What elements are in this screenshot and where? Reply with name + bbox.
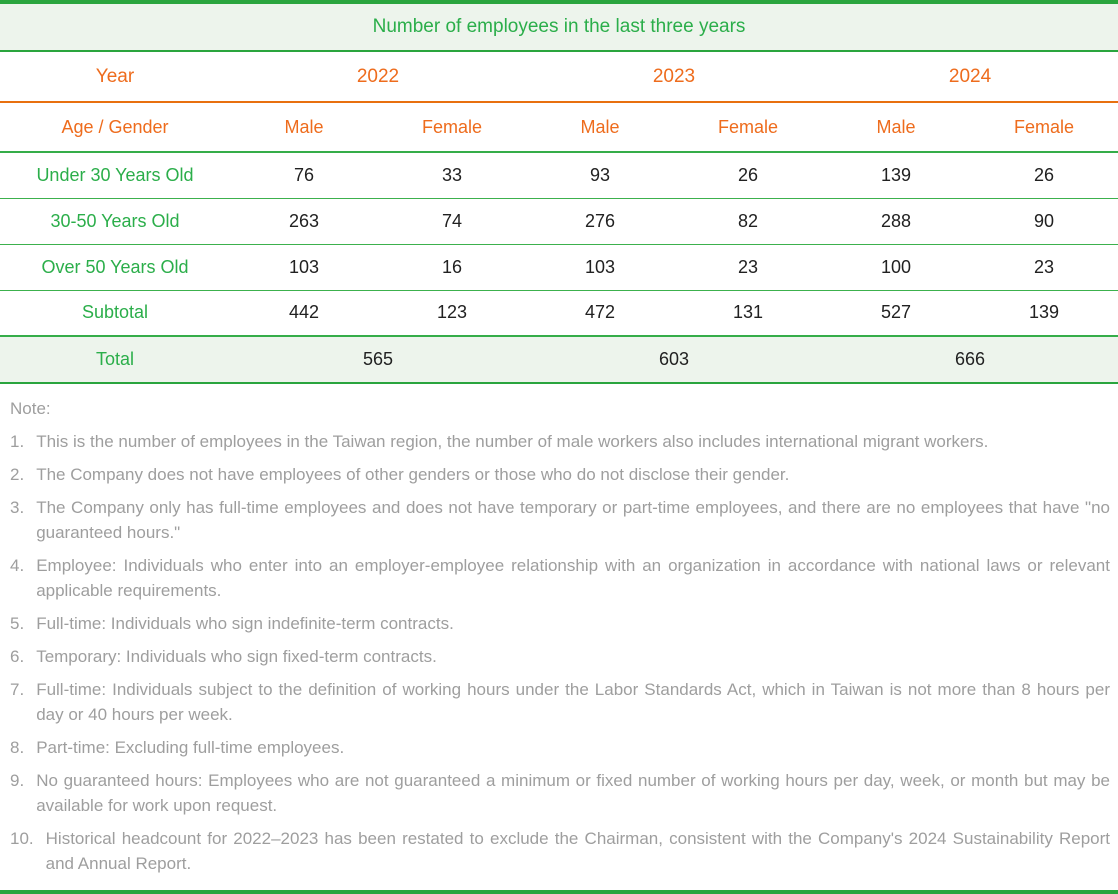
note-item bbox=[10, 644, 1110, 669]
cell-value: 23 bbox=[674, 244, 822, 290]
total-2023: 603 bbox=[526, 336, 822, 383]
table-row-30-50 bbox=[0, 198, 1118, 244]
note-number: 5. bbox=[10, 614, 25, 633]
cell-value: 26 bbox=[970, 152, 1118, 198]
note-item bbox=[10, 553, 1110, 603]
cell-value: 139 bbox=[822, 152, 970, 198]
gender-header: Female bbox=[970, 102, 1118, 152]
cell-value: 90 bbox=[970, 198, 1118, 244]
row-label: 30-50 Years Old bbox=[0, 198, 230, 244]
gender-header: Female bbox=[378, 102, 526, 152]
note-item bbox=[10, 677, 1110, 727]
bottom-divider bbox=[0, 890, 1118, 894]
cell-value: 263 bbox=[230, 198, 378, 244]
notes-list bbox=[10, 429, 1110, 876]
cell-value: 33 bbox=[378, 152, 526, 198]
note-item bbox=[10, 735, 1110, 760]
cell-value: 131 bbox=[674, 290, 822, 336]
note-number: 6. bbox=[10, 647, 25, 666]
cell-value: 74 bbox=[378, 198, 526, 244]
gender-header: Female bbox=[674, 102, 822, 152]
year-2024-header: 2024 bbox=[822, 51, 1118, 102]
notes-heading: Note: bbox=[10, 399, 51, 418]
note-number: 1. bbox=[10, 432, 25, 451]
cell-value: 288 bbox=[822, 198, 970, 244]
cell-value: 93 bbox=[526, 152, 674, 198]
table-row-under-30 bbox=[0, 152, 1118, 198]
note-number: 10. bbox=[10, 829, 34, 848]
cell-value: 442 bbox=[230, 290, 378, 336]
table-row-total bbox=[0, 336, 1118, 383]
row-label: Subtotal bbox=[0, 290, 230, 336]
table-title-row bbox=[0, 2, 1118, 51]
cell-value: 26 bbox=[674, 152, 822, 198]
cell-value: 103 bbox=[230, 244, 378, 290]
note-text: No guaranteed hours: Employees who are not guaranteed a minimum or fixed number of working hours per day, week, or month but may be available for work upon request. bbox=[36, 771, 1110, 815]
cell-value: 103 bbox=[526, 244, 674, 290]
note-text: Temporary: Individuals who sign fixed-term contracts. bbox=[36, 647, 437, 666]
cell-value: 472 bbox=[526, 290, 674, 336]
cell-value: 82 bbox=[674, 198, 822, 244]
row-label: Total bbox=[0, 336, 230, 383]
note-item bbox=[10, 495, 1110, 545]
note-text: This is the number of employees in the Taiwan region, the number of male workers also includes international migrant workers. bbox=[36, 432, 989, 451]
note-text: Historical headcount for 2022–2023 has been restated to exclude the Chairman, consistent with the Company's 2024 Sustainability Report and Annual Report. bbox=[45, 829, 1110, 873]
table-row-over-50 bbox=[0, 244, 1118, 290]
cell-value: 16 bbox=[378, 244, 526, 290]
note-item bbox=[10, 429, 1110, 454]
year-header-row bbox=[0, 51, 1118, 102]
cell-value: 123 bbox=[378, 290, 526, 336]
cell-value: 527 bbox=[822, 290, 970, 336]
gender-header: Male bbox=[822, 102, 970, 152]
cell-value: 76 bbox=[230, 152, 378, 198]
gender-header-row bbox=[0, 102, 1118, 152]
note-number: 8. bbox=[10, 738, 25, 757]
notes-section bbox=[0, 384, 1118, 886]
cell-value: 100 bbox=[822, 244, 970, 290]
year-2023-header: 2023 bbox=[526, 51, 822, 102]
note-text: The Company does not have employees of other genders or those who do not disclose their gender. bbox=[36, 465, 790, 484]
note-number: 2. bbox=[10, 465, 25, 484]
total-2022: 565 bbox=[230, 336, 526, 383]
total-2024: 666 bbox=[822, 336, 1118, 383]
note-item bbox=[10, 826, 1110, 876]
row-label: Under 30 Years Old bbox=[0, 152, 230, 198]
note-number: 3. bbox=[10, 498, 25, 517]
cell-value: 276 bbox=[526, 198, 674, 244]
gender-header: Male bbox=[526, 102, 674, 152]
note-number: 4. bbox=[10, 556, 25, 575]
table-title: Number of employees in the last three years bbox=[0, 2, 1118, 51]
table-row-subtotal bbox=[0, 290, 1118, 336]
note-item bbox=[10, 462, 1110, 487]
year-2022-header: 2022 bbox=[230, 51, 526, 102]
gender-header: Male bbox=[230, 102, 378, 152]
note-text: Full-time: Individuals subject to the definition of working hours under the Labor Standards Act, which in Taiwan is not more than 8 hours per day or 40 hours per week. bbox=[36, 680, 1110, 724]
employee-table bbox=[0, 0, 1118, 384]
year-label: Year bbox=[0, 51, 230, 102]
note-item bbox=[10, 611, 1110, 636]
note-item bbox=[10, 768, 1110, 818]
age-gender-label: Age / Gender bbox=[0, 102, 230, 152]
note-text: Employee: Individuals who enter into an employer-employee relationship with an organization in accordance with national laws or relevant applicable requirements. bbox=[36, 556, 1110, 600]
cell-value: 139 bbox=[970, 290, 1118, 336]
note-text: Full-time: Individuals who sign indefinite-term contracts. bbox=[36, 614, 454, 633]
note-number: 7. bbox=[10, 680, 25, 699]
row-label: Over 50 Years Old bbox=[0, 244, 230, 290]
note-text: The Company only has full-time employees and does not have temporary or part-time employees, and there are no employees that have "no guaranteed hours." bbox=[36, 498, 1110, 542]
cell-value: 23 bbox=[970, 244, 1118, 290]
note-number: 9. bbox=[10, 771, 25, 790]
note-text: Part-time: Excluding full-time employees. bbox=[36, 738, 345, 757]
